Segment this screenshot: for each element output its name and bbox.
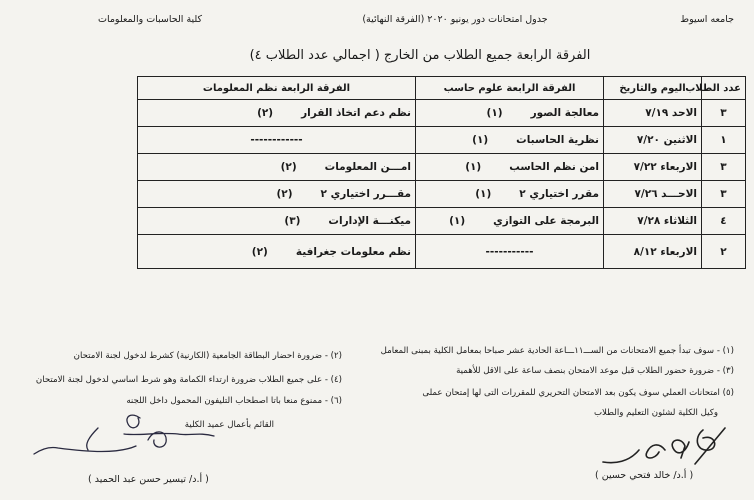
is-course: ميكنـــة الإدارات — [328, 215, 411, 227]
is-course: نظم معلومات جغرافية — [295, 245, 411, 258]
table-header-row — [138, 77, 746, 100]
cell-count: ١ — [702, 127, 746, 154]
cell-date: الاحد ٧/١٩ — [604, 100, 702, 127]
table-row — [138, 181, 746, 208]
table-row — [138, 154, 746, 181]
cs-mark: (١) — [475, 188, 492, 200]
is-course: نظم دعم اتخاذ القرار — [301, 107, 411, 119]
document-title: جدول امتحانات دور يونيو ٢٠٢٠ (الفرقة النهائية) — [362, 14, 548, 25]
cell-count: ٢ — [702, 235, 746, 269]
is-mark: (٢) — [251, 245, 268, 258]
header-is: الفرقة الرابعة نظم المعلومات — [138, 77, 416, 100]
cell-count: ٤ — [702, 208, 746, 235]
vice-dean-signature — [585, 420, 735, 470]
note-4: (٤) - على جميع الطلاب ضرورة ارتداء الكمامة وهو شرط اساسي لدخول لجنة الامتحان — [35, 375, 342, 385]
note-5: (٥) امتحانات العملي سوف يكون بعد الامتحان التحريري للمقررات التى لها إمتحان عملى — [422, 388, 734, 398]
cell-cs — [416, 100, 604, 127]
dean-signature — [28, 406, 228, 464]
header-student-count: عدد الطلاب — [702, 77, 746, 100]
cell-count: ٣ — [702, 154, 746, 181]
cell-is — [138, 208, 416, 235]
header-day-date: اليوم والتاريخ — [604, 77, 702, 100]
cell-date: الاثنين ٧/٢٠ — [604, 127, 702, 154]
faculty-name: كلية الحاسبات والمعلومات — [98, 14, 203, 25]
cell-cs — [416, 181, 604, 208]
cs-mark: (١) — [486, 107, 503, 119]
cell-is — [138, 181, 416, 208]
cell-is — [138, 127, 416, 154]
cell-cs — [416, 208, 604, 235]
table-row — [138, 235, 746, 269]
university-name: جامعه اسيوط — [680, 14, 734, 25]
cell-date: الاحـــد ٧/٢٦ — [604, 181, 702, 208]
is-course: امـــن المعلومات — [324, 161, 411, 173]
cs-mark: (١) — [449, 215, 466, 227]
is-course: ------------ — [250, 134, 303, 146]
cs-mark: (١) — [465, 161, 482, 173]
cs-course: معالجة الصور — [530, 107, 599, 119]
dean-name: ( أ.د/ تيسير حسن عبد الحميد ) — [88, 474, 209, 485]
header-cs: الفرقة الرابعة علوم حاسب — [416, 77, 604, 100]
cs-course: ----------- — [485, 245, 534, 258]
cs-course: مقرر اختياري ٢ — [519, 188, 599, 200]
cell-cs — [416, 127, 604, 154]
is-mark: (٣) — [284, 215, 301, 227]
cell-is — [138, 235, 416, 269]
cell-cs — [416, 154, 604, 181]
cell-count: ٣ — [702, 181, 746, 208]
cs-course: امن نظم الحاسب — [509, 161, 599, 173]
table-row — [138, 208, 746, 235]
acting-dean-title: القائم بأعمال عميد الكلية — [184, 420, 274, 430]
cell-is — [138, 100, 416, 127]
is-course: مقـــرر اختياري ٢ — [320, 188, 411, 200]
cell-cs — [416, 235, 604, 269]
is-mark: (٢) — [276, 188, 293, 200]
cell-is — [138, 154, 416, 181]
cell-date: الاربعاء ٧/٢٢ — [604, 154, 702, 181]
table-row — [138, 100, 746, 127]
cs-course: نظرية الحاسبات — [516, 134, 599, 146]
table-row — [138, 127, 746, 154]
note-3: (٣) - ضرورة حضور الطلاب قبل موعد الامتحان بنصف ساعة على الاقل للأهمية — [456, 366, 734, 376]
cell-date: الاربعاء ٨/١٢ — [604, 235, 702, 269]
cs-mark: (١) — [472, 134, 489, 146]
vice-dean-name: ( أ.د/ خالد فتحي حسين ) — [595, 470, 694, 481]
note-1: (١) - سوف تبدأ جميع الامتحانات من الســـ١١ـــاعة الحادية عشر صباحا بمعامل الكلية بمبنى المعامل — [380, 346, 734, 356]
is-mark: (٢) — [280, 161, 297, 173]
note-2: (٢) - ضرورة احضار البطاقة الجامعية (الكارنية) كشرط لدخول لجنة الامتحان — [73, 351, 342, 361]
cell-count: ٣ — [702, 100, 746, 127]
is-mark: (٢) — [257, 107, 274, 119]
exam-schedule-table — [137, 76, 746, 269]
cell-date: الثلاثاء ٧/٢٨ — [604, 208, 702, 235]
cs-course: البرمجة على التوازي — [493, 215, 599, 227]
vice-dean-title: وكيل الكلية لشئون التعليم والطلاب — [593, 408, 718, 418]
note-6: (٦) - ممنوع منعا باتا اصطحاب التليفون المحمول داخل اللجنه — [126, 396, 342, 406]
table-subtitle: الفرقة الرابعة جميع الطلاب من الخارج ( اجمالي عدد الطلاب ٤) — [249, 48, 591, 63]
